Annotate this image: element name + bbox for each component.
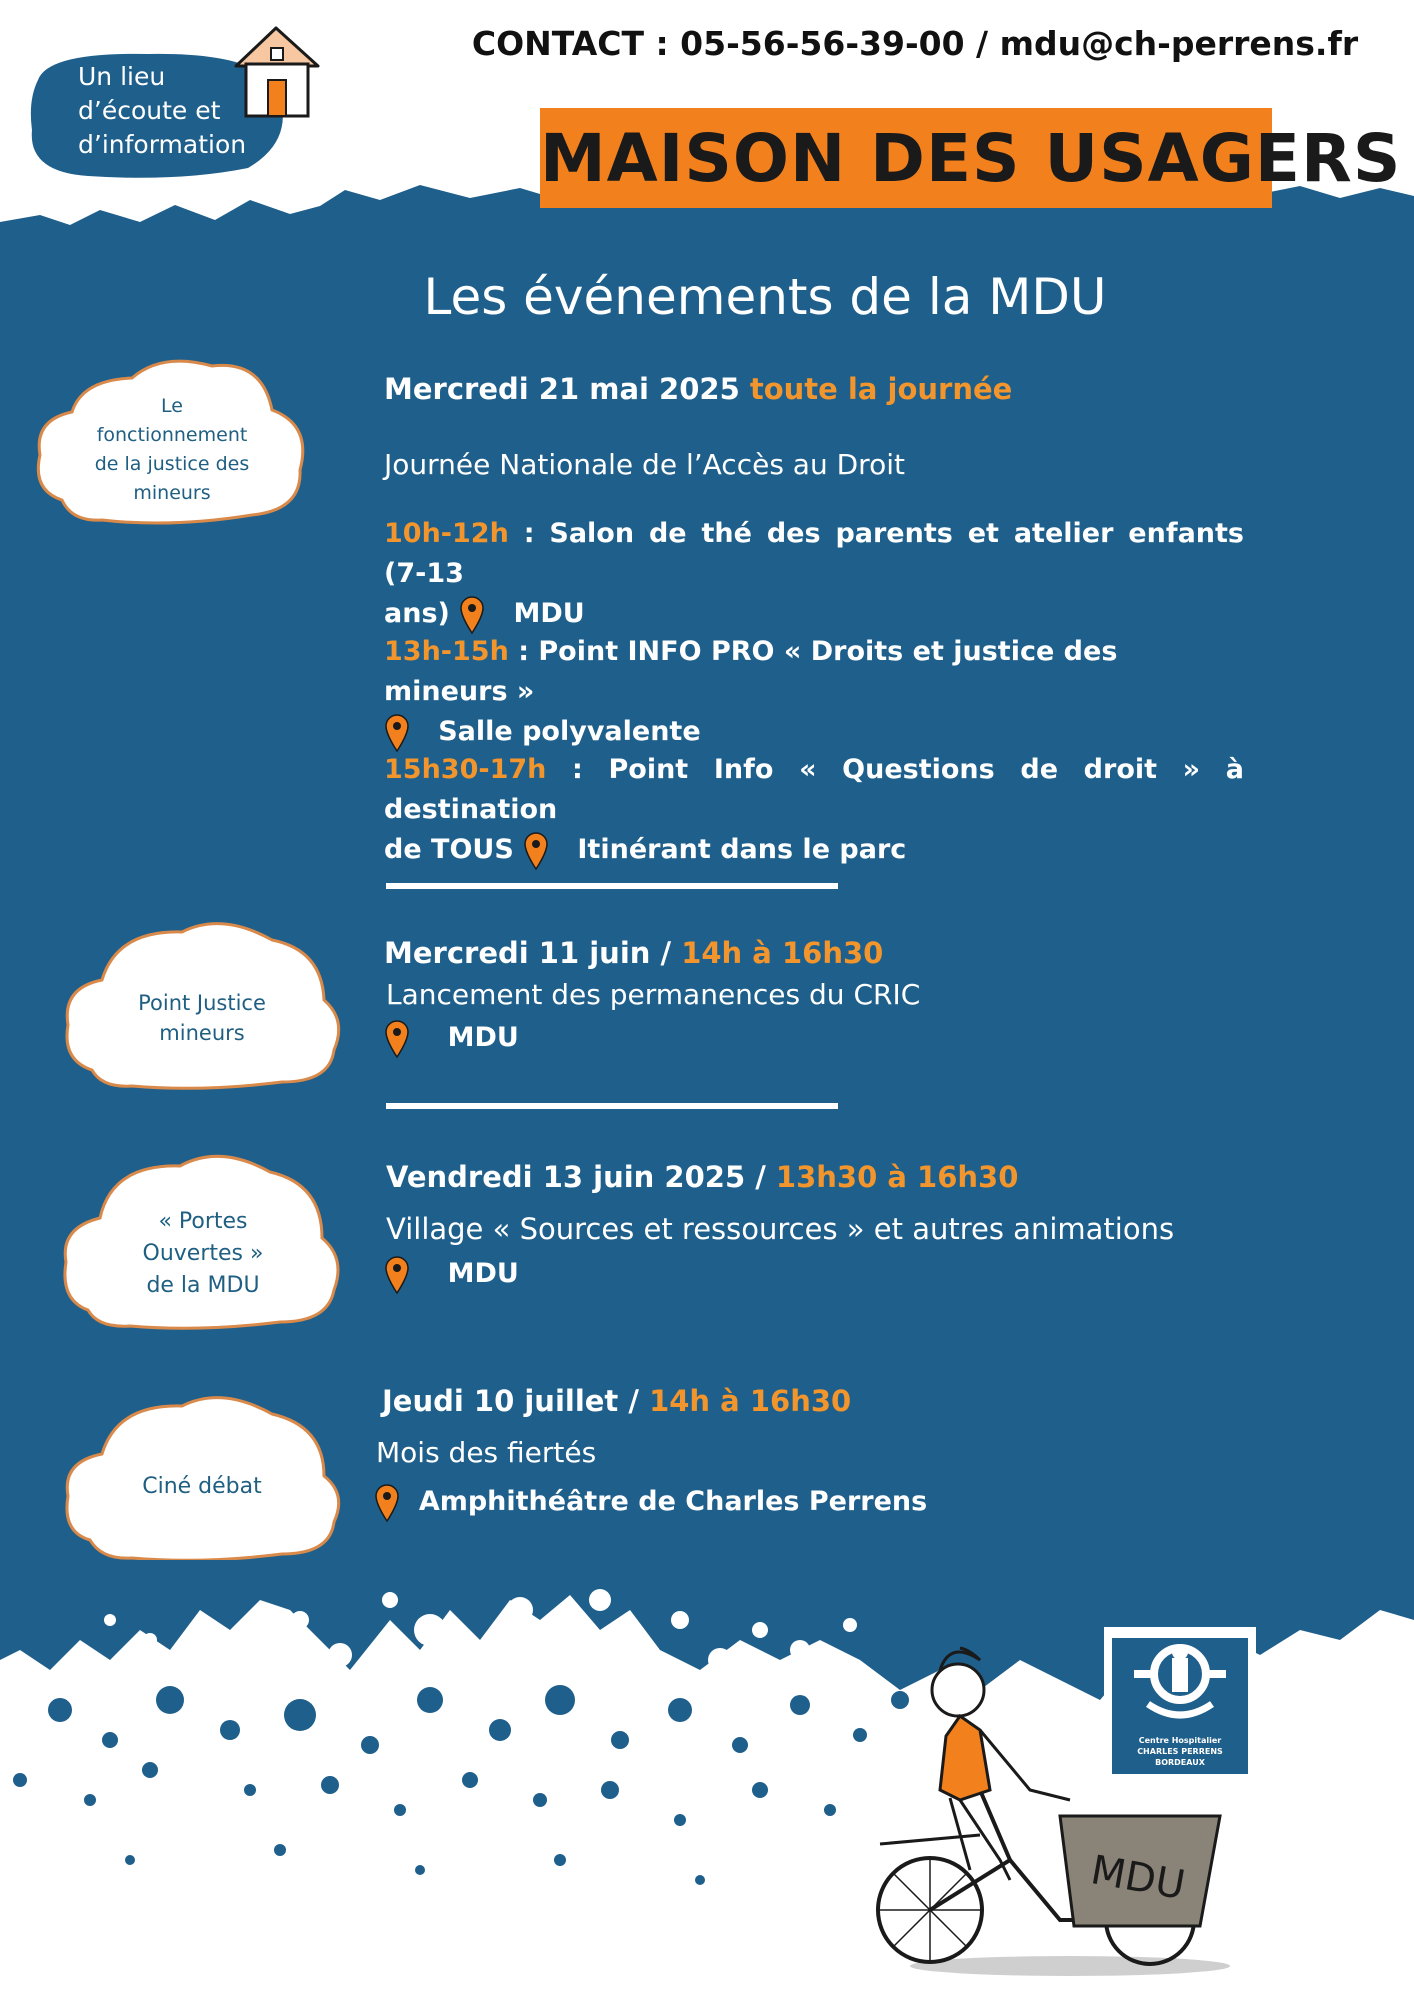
event-4-header <box>382 1384 851 1418</box>
logo-line-3: d’information <box>78 130 247 159</box>
location-pin-icon <box>374 1483 400 1523</box>
event-3-time: 13h30 à 16h30 <box>765 1160 1019 1194</box>
event-3-subtitle: Village « Sources et ressources » et autres animations <box>386 1212 1175 1246</box>
event-3-date: Vendredi 13 juin 2025 / <box>386 1160 766 1194</box>
event-2-time: 14h à 16h30 <box>671 936 884 970</box>
contact-line: CONTACT : 05-56-56-39-00 / mdu@ch-perrens.fr <box>471 24 1359 63</box>
event-1-header <box>384 372 1012 406</box>
event-2-header <box>384 936 883 970</box>
event-2-subtitle: Lancement des permanences du CRIC <box>386 978 921 1011</box>
event-2-date: Mercredi 11 juin / <box>384 936 672 970</box>
cloud-label-4: Ciné débat <box>142 1474 262 1499</box>
event-1-time: toute la journée <box>739 372 1013 406</box>
event-4-place: Amphithéâtre de Charles Perrens <box>374 1482 927 1523</box>
page-title: Les événements de la MDU <box>423 268 1107 326</box>
event-1-item-3: 15h30-17h : Point Info « Questions de droit » à destination de TOUS Itinérant dans le parc <box>384 750 1244 871</box>
event-3-place: MDU <box>384 1254 519 1295</box>
separator-2 <box>386 1103 838 1109</box>
event-2-place: MDU <box>384 1018 519 1059</box>
location-pin-icon <box>459 595 485 635</box>
cloud-label-3: « Portes Ouvertes » de la MDU <box>142 1209 264 1298</box>
location-pin-icon <box>384 1255 410 1295</box>
location-pin-icon <box>384 713 410 753</box>
header-title: MAISON DES USAGERS <box>540 120 1402 197</box>
event-4-subtitle: Mois des fiertés <box>376 1436 597 1469</box>
location-pin-icon <box>523 831 549 871</box>
event-1-item-1: 10h-12h : Salon de thé des parents et atelier enfants (7-13 ans) MDU <box>384 514 1244 635</box>
event-3-header <box>386 1160 1018 1194</box>
location-pin-icon <box>384 1019 410 1059</box>
event-1-subtitle: Journée Nationale de l’Accès au Droit <box>384 448 905 481</box>
logo-line-2: d’écoute et <box>78 96 221 125</box>
cloud-label-2: Point Justice mineurs <box>138 991 266 1045</box>
cloud-label-1: Le fonctionnement de la justice des mineurs <box>94 395 250 504</box>
cargo-box-label: MDU <box>1087 1847 1189 1909</box>
event-1-date: Mercredi 21 mai 2025 <box>384 372 740 406</box>
event-4-date: Jeudi 10 juillet / <box>382 1384 639 1418</box>
hospital-logo-icon: Centre Hospitalier CHARLES PERRENS BORDEAUX <box>1112 1638 1248 1774</box>
separator-1 <box>386 883 838 889</box>
event-4-time: 14h à 16h30 <box>638 1384 852 1418</box>
logo-line-1: Un lieu <box>78 62 166 91</box>
logo-text <box>78 60 278 162</box>
event-1-item-2: 13h-15h : Point INFO PRO « Droits et justice des mineurs » Salle polyvalente <box>384 632 1244 753</box>
